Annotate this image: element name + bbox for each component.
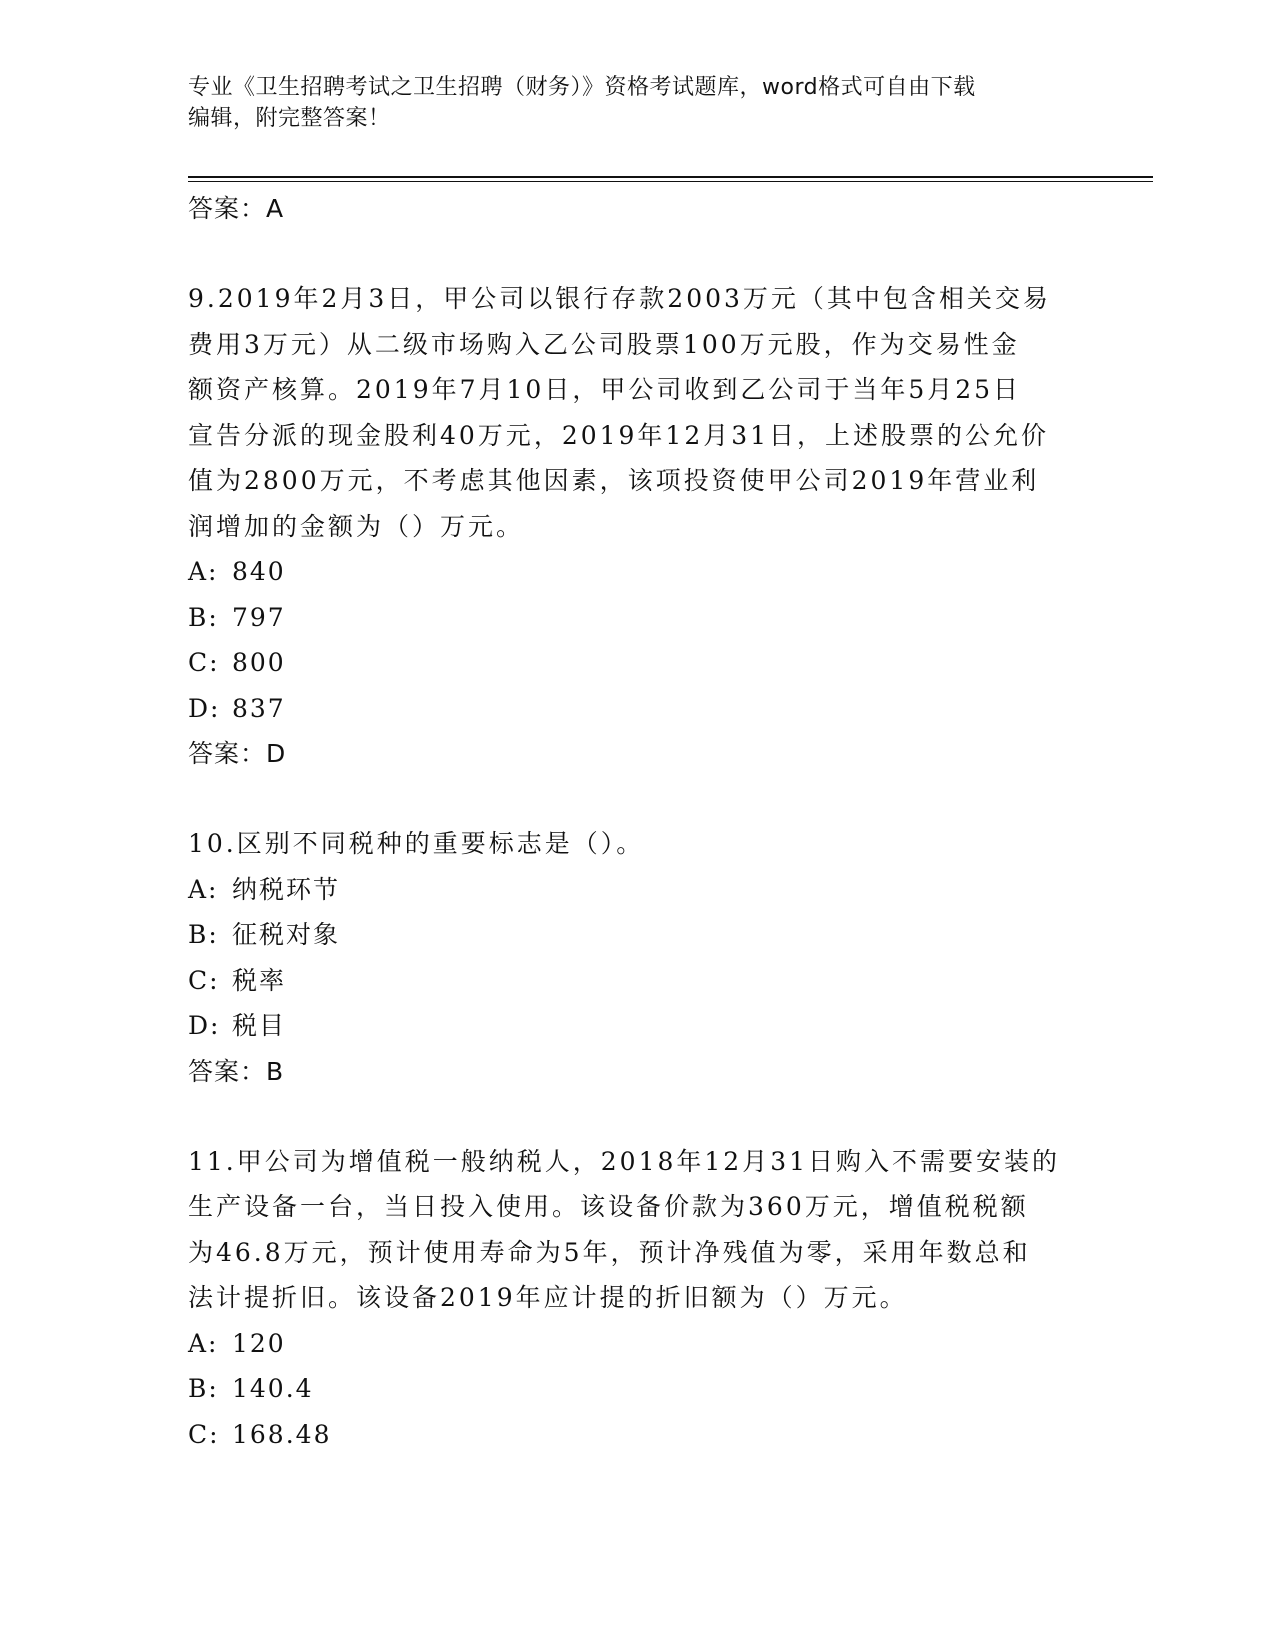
question-text-line: 值为2800万元，不考虑其他因素，该项投资使甲公司2019年营业利	[188, 466, 1040, 495]
question-block	[188, 276, 1088, 777]
option-label: D:	[188, 693, 221, 723]
option-a	[188, 867, 1088, 913]
option-text: 税目	[232, 1011, 287, 1040]
option-label: C:	[188, 648, 220, 677]
answer-line: 答案：A	[188, 194, 285, 223]
option-label: B:	[188, 920, 219, 949]
question-text-line: 法计提折旧。该设备2019年应计提的折旧额为（）万元。	[188, 1283, 908, 1312]
header-divider-thin	[188, 181, 1153, 182]
option-text: 征税对象	[232, 920, 341, 949]
question-text-line: 11.甲公司为增值税一般纳税人，2018年12月31日购入不需要安装的	[188, 1146, 1061, 1176]
option-c	[188, 640, 1088, 686]
answer-line: 答案：D	[188, 739, 287, 768]
option-label: A:	[188, 874, 219, 904]
option-text: 797	[232, 602, 286, 632]
question-text-line: 9.2019年2月3日，甲公司以银行存款2003万元（其中包含相关交易	[188, 284, 1051, 313]
option-text: 纳税环节	[232, 874, 341, 904]
header-divider-thick	[188, 176, 1153, 178]
option-label: A:	[188, 1328, 219, 1358]
option-b	[188, 595, 1088, 641]
header-line-2: 编辑，附完整答案！	[188, 106, 391, 131]
option-text: 837	[232, 693, 286, 723]
option-d	[188, 686, 1088, 732]
option-c	[188, 1412, 1088, 1458]
question-text-line: 为46.8万元，预计使用寿命为5年，预计净残值为零，采用年数总和	[188, 1237, 1031, 1267]
option-label: C:	[188, 1419, 220, 1449]
option-label: C:	[188, 965, 220, 995]
question-text-line: 额资产核算。2019年7月10日，甲公司收到乙公司于当年5月25日	[188, 375, 1022, 404]
option-text: 税率	[232, 965, 287, 995]
option-label: A:	[188, 557, 219, 586]
option-label: D:	[188, 1011, 221, 1040]
option-label: B:	[188, 602, 219, 632]
option-text: 840	[232, 557, 286, 586]
question-text-line: 生产设备一台，当日投入使用。该设备价款为360万元，增值税税额	[188, 1192, 1029, 1221]
option-text: 800	[232, 648, 286, 677]
question-text-line: 10.区别不同税种的重要标志是（）。	[188, 829, 645, 858]
option-text: 120	[232, 1328, 286, 1358]
option-text: 168.48	[232, 1419, 332, 1449]
option-c	[188, 958, 1088, 1004]
option-b	[188, 912, 1088, 958]
option-a	[188, 1321, 1088, 1367]
document-body	[188, 186, 1088, 1457]
option-label: B:	[188, 1374, 219, 1403]
option-a	[188, 549, 1088, 595]
question-text-line: 费用3万元）从二级市场购入乙公司股票100万元股，作为交易性金	[188, 329, 1020, 359]
document-header	[188, 72, 1088, 134]
question-block	[188, 821, 1088, 1095]
question-block	[188, 1139, 1088, 1458]
answer-line: 答案：B	[188, 1056, 285, 1086]
question-text-line: 润增加的金额为（）万元。	[188, 511, 525, 541]
header-line-1: 专业《卫生招聘考试之卫生招聘（财务）》资格考试题库，word格式可自由下载	[188, 75, 976, 100]
option-d	[188, 1003, 1088, 1049]
option-b	[188, 1366, 1088, 1412]
question-text-line: 宣告分派的现金股利40万元，2019年12月31日，上述股票的公允价	[188, 420, 1050, 450]
option-text: 140.4	[232, 1374, 314, 1403]
